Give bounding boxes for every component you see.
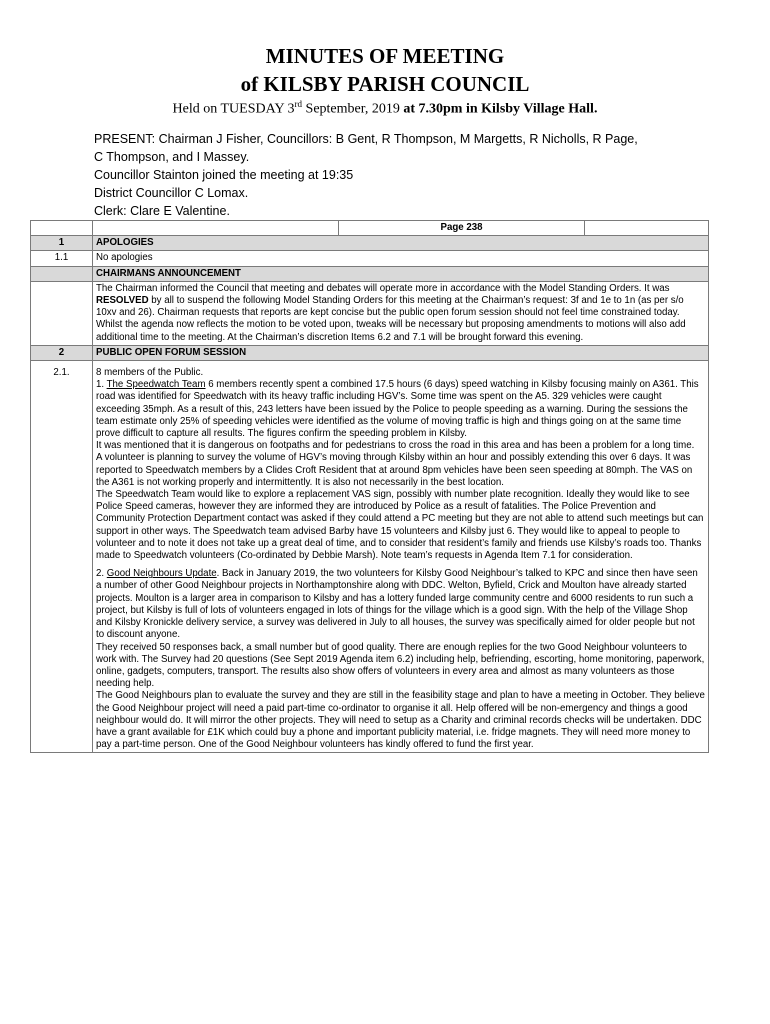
good-neighbours-paragraph-3: The Good Neighbours plan to evaluate the survey and they are still in the feasibility stage and plan to have a meeting in October. They believe the Good Neighbour project will need a paid part-time co-ordinator to organise it all. Help offered will be non-emergency and things a good neighbour would do. It will mirror the other projects. They will need to setup as a Charity and criminal records checks will be undertaken. DDC have a grant available for £1K which could buy a phone and important publicity material, i.e. fridge magnets. They will need more money to pay a part-time person. One of the Good Neighbour volunteers has kindly offered to fund the first year. [96, 690, 705, 751]
meeting-held-line [0, 95, 770, 119]
text-run: 6 members recently spent a combined 17.5 hours (6 days) speed watching in Kilsby focusing mainly on A361. This road was identified for Speedwatch with its heavy traffic including HGV’s. Some time was spent on the A5. 329 vehicles were caught exceeding 35mph. As a result of this, 243 letters have been issued by the Police to people speeding as a warning. During the sessions the team estimate only 25% of speeding vehicles were identified as the volume of moving traffic is high and things going on at the same time prove difficult to capture all results. The figures confirm the speeding problem in Kilsby. [96, 379, 699, 440]
section-number: 2 [31, 345, 93, 360]
present-line-3: Councillor Stainton joined the meeting at 19:35 [94, 168, 354, 182]
page-number: Page 238 [339, 221, 585, 236]
text-run: The Chairman informed the Council that meeting and debates will operate more in accordance with the Model Standing Orders. It was [96, 282, 670, 294]
speedwatch-paragraph-3: A volunteer is planning to survey the volume of HGV’s moving through Kilsby within an hour and possibly extending this over 6 days. It was reported to Speedwatch members by a Clides Croft Resident that at around 8pm vehicles have been seen speeding at 80mph. The VAS on the A361 is not working properly and intermittently. It is also not necessarily in the best location. [96, 452, 693, 488]
present-councillors: Chairman J Fisher, Councillors: B Gent, R Thompson, M Margetts, R Nicholls, R Page, [155, 132, 638, 146]
held-date-rest: September, 2019 [302, 101, 404, 117]
attendance-block [94, 130, 714, 220]
text-run: by all to suspend the following Model Standing Orders for this meeting at the Chairman’s request: 3f and 1e to 1n (as per s/o 10xv and 26). Chairman requests that reports are kept concise but the public open forum session should not feel time constrained today. Whilst the agenda now reflects the motion to be voted upon, tweaks will be necessary but proposing amendments to motions will also add additional time to the meeting. At the Chairman’s discretion Items 6.2 and 7.1 will be brought forward this evening. [96, 295, 686, 343]
speedwatch-paragraph-4: The Speedwatch Team would like to explore a replacement VAS sign, possibly with number plate recognition. Ideally they would like to see Police Speed cameras, however they are informed they are introduced by Police as a result of fatalities. The Police Prevention and Community Protection Department contact was asked if they could attend a PC meeting but they are not able to attend such meetings but can support in other ways. The Speedwatch team advised Barby have 15 volunteers and Kilsby just 6. They would like to appeal to people to volunteer and to note it does not take up a great deal of time, and to consider that resident’s family and friends use Kilsby’s roads too. Thanks made to Speedwatch volunteers (Co-ordinated by Debbie Marsh). Note team’s requests in Agenda Item 7.1 for consideration. [96, 489, 704, 562]
item-2-1-row [31, 361, 709, 753]
held-prefix: Held on TUESDAY 3 [172, 101, 295, 117]
good-neighbours-paragraph-2: They received 50 responses back, a small number but of good quality. There are enough replies for the two Good Neighbour volunteers to work with. The Survey had 20 questions (See Sept 2019 Agenda item 6.2) including help, befriending, escorting, home monitoring, paperwork, online, gadgets, computers, transport. The results also show offers of volunteers in every area and almost as many volunteers as those needing help. [96, 641, 705, 690]
chairman-announcement-heading-row [31, 266, 709, 281]
speedwatch-paragraph-2: It was mentioned that it is dangerous on footpaths and for pedestrians to cross the road in this area and has been a problem for a long time. [96, 440, 695, 452]
present-line-2: C Thompson, and I Massey. [94, 150, 250, 164]
speedwatch-heading: The Speedwatch Team [106, 379, 206, 391]
good-neighbours-paragraph [96, 568, 705, 641]
minutes-table [30, 220, 709, 753]
minutes-title: MINUTES OF MEETING [265, 44, 505, 68]
page-number-row [31, 221, 709, 236]
section-heading: CHAIRMANS ANNOUNCEMENT [93, 266, 709, 281]
present-label: PRESENT: [94, 132, 156, 146]
item-1-1-row [31, 251, 709, 266]
text-run: . Back in January 2019, the two volunteers for Kilsby Good Neighbour’s talked to KPC and since then have seen a number of other Good Neighbour projects in Northamptonshire along with DDC. Welton, Byfield, Crick and Moulton have already started projects. Moulton is a larger area in comparison to Kilsby and has a lottery funded large community centre and 6000 residents to run such a project, but Kilsby is full of lots of volunteers engaged in lots of things for the village which is a good sign. With the help of the Village Shop and Kilsby Kronickle delivery service, a survey was delivered in July to all houses, the survey was specifically aimed for older people but not to discount anyone. [96, 568, 698, 641]
speedwatch-paragraph [96, 379, 705, 440]
list-number: 1. [96, 379, 107, 391]
section-heading: APOLOGIES [93, 236, 709, 251]
section-heading: PUBLIC OPEN FORUM SESSION [93, 345, 709, 360]
members-count: 8 members of the Public. [96, 367, 204, 379]
public-forum-text [93, 361, 709, 753]
section-1-row [31, 236, 709, 251]
present-line-4: District Councillor C Lomax. [94, 186, 249, 200]
held-venue: at 7.30pm in Kilsby Village Hall. [403, 101, 598, 117]
present-line-1 [94, 130, 714, 148]
list-number: 2. [96, 568, 107, 580]
resolved-keyword: RESOLVED [96, 295, 149, 307]
item-number: 1.1 [31, 251, 93, 266]
item-text: No apologies [93, 251, 709, 266]
section-2-row [31, 345, 709, 360]
chairman-announcement-text [93, 281, 709, 345]
section-number: 1 [31, 236, 93, 251]
chairman-announcement-row [31, 281, 709, 345]
held-ordinal: rd [294, 99, 303, 109]
present-line-5: Clerk: Clare E Valentine. [94, 204, 230, 218]
council-title: of KILSBY PARISH COUNCIL [240, 72, 530, 96]
good-neighbours-heading: Good Neighbours Update [106, 568, 217, 580]
item-number: 2.1. [31, 361, 93, 753]
